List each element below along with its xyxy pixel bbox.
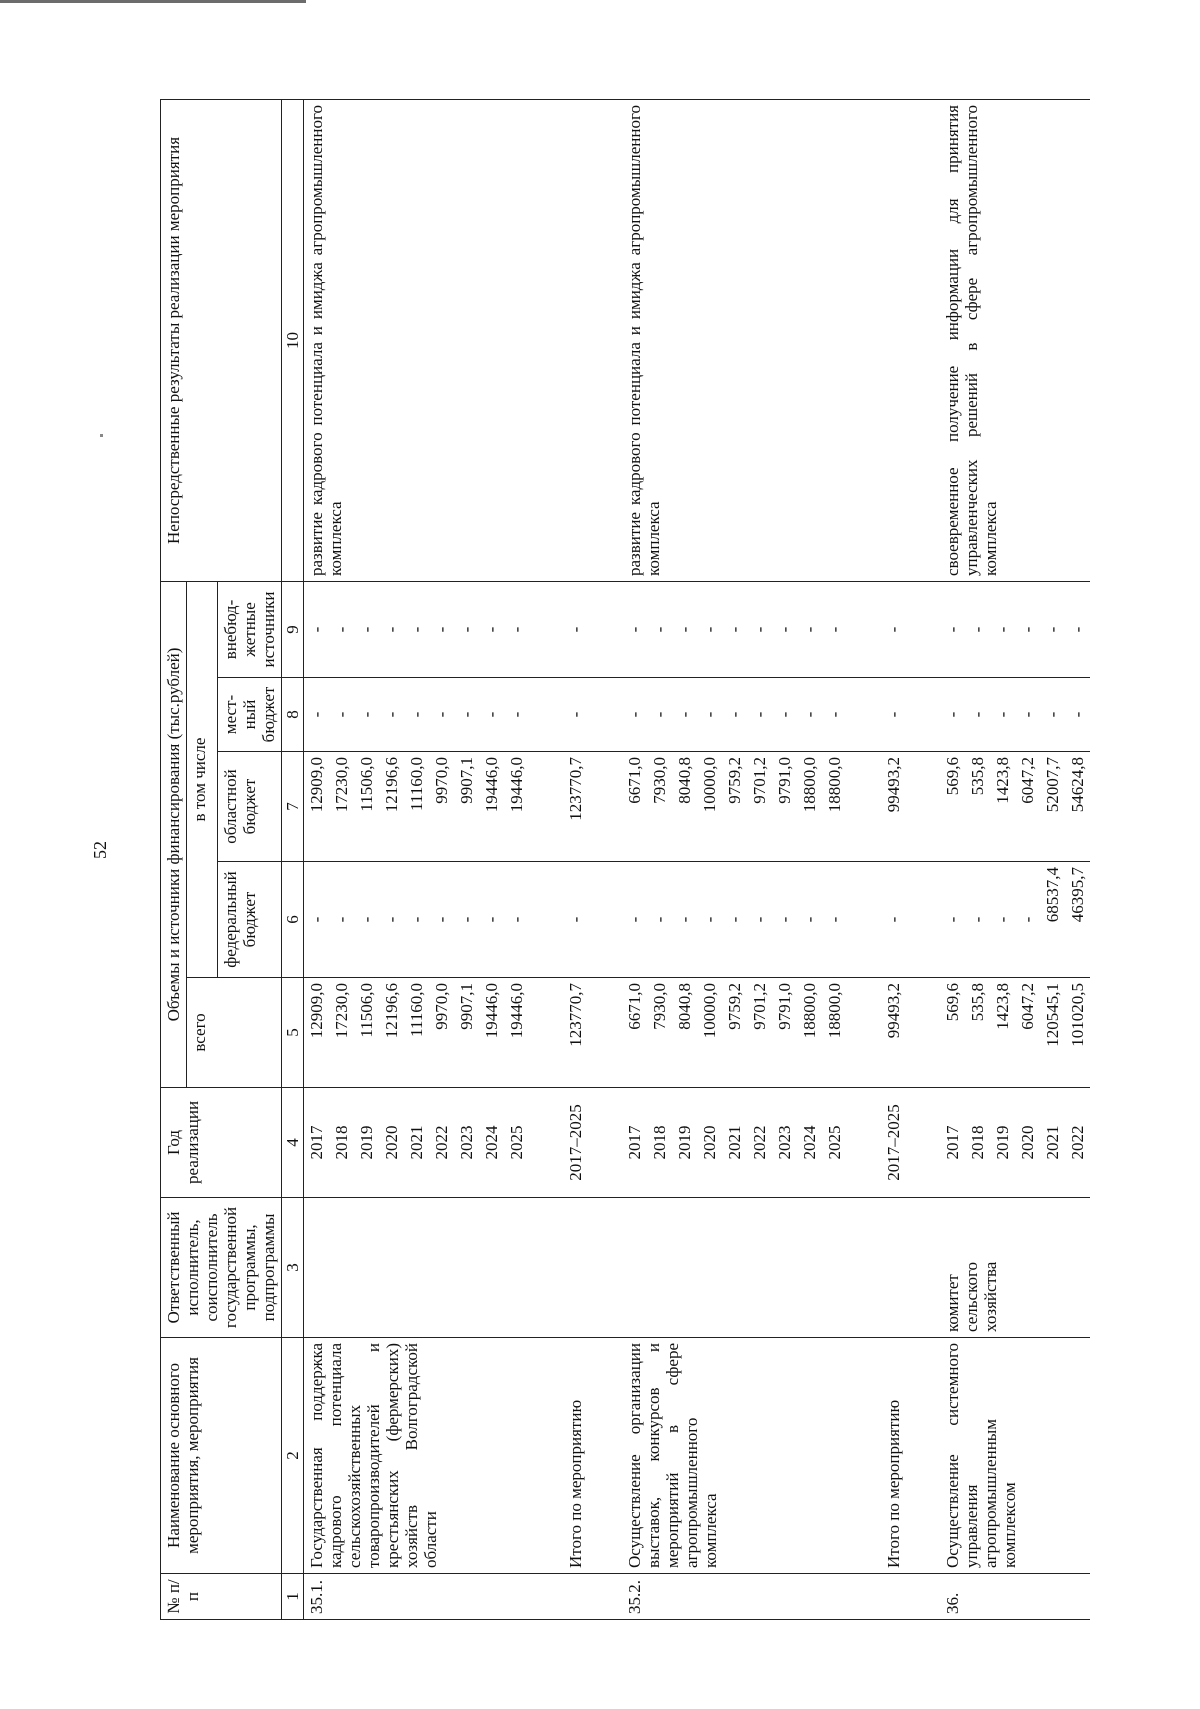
summary-regional: 123770,7: [563, 752, 588, 862]
federal-cell: -: [354, 862, 379, 978]
local-cell: -: [647, 678, 672, 752]
column-number: 2: [282, 1338, 304, 1574]
local-cell: -: [672, 678, 697, 752]
local-cell: -: [822, 678, 847, 752]
spacer-cell: [588, 1198, 622, 1338]
spacer-cell: [906, 752, 940, 862]
year-cell: 2017: [304, 1088, 330, 1198]
federal-cell: -: [304, 862, 330, 978]
regional-cell: 7930,0: [647, 752, 672, 862]
total-cell: 19446,0: [479, 978, 504, 1088]
local-cell: -: [797, 678, 822, 752]
year-cell: 2023: [454, 1088, 479, 1198]
total-cell: 11506,0: [354, 978, 379, 1088]
federal-cell: -: [697, 862, 722, 978]
total-cell: 11160,0: [404, 978, 429, 1088]
regional-cell: 8040,8: [672, 752, 697, 862]
local-cell: -: [965, 678, 990, 752]
extrabudget-cell: -: [797, 581, 822, 677]
regional-cell: 12909,0: [304, 752, 330, 862]
federal-cell: -: [822, 862, 847, 978]
year-cell: 2021: [722, 1088, 747, 1198]
financing-table: [160, 99, 1090, 1620]
local-cell: -: [1065, 678, 1090, 752]
spacer-cell: [906, 1574, 940, 1620]
year-cell: 2018: [965, 1088, 990, 1198]
local-cell: -: [940, 678, 965, 752]
spacer-cell: [847, 862, 881, 978]
extrabudget-cell: -: [1065, 581, 1090, 677]
federal-cell: -: [504, 862, 529, 978]
local-cell: -: [304, 678, 330, 752]
spacer-row: [847, 99, 881, 1619]
extrabudget-cell: -: [454, 581, 479, 677]
total-cell: 18800,0: [822, 978, 847, 1088]
year-cell: 2022: [1065, 1088, 1090, 1198]
year-cell: 2021: [404, 1088, 429, 1198]
summary-result: [563, 99, 588, 581]
total-cell: 7930,0: [647, 978, 672, 1088]
regional-cell: 18800,0: [797, 752, 822, 862]
column-number: 6: [282, 862, 304, 978]
total-cell: 9759,2: [722, 978, 747, 1088]
local-cell: -: [1040, 678, 1065, 752]
total-cell: 101020,5: [1065, 978, 1090, 1088]
spacer-cell: [906, 1338, 940, 1574]
regional-cell: 11506,0: [354, 752, 379, 862]
spacer-cell: [906, 1198, 940, 1338]
local-cell: -: [479, 678, 504, 752]
regional-cell: 11160,0: [404, 752, 429, 862]
summary-responsible: [563, 1198, 588, 1338]
table-row: [622, 99, 647, 1619]
local-cell: -: [1015, 678, 1040, 752]
activity-name: Осуществление организации выставок, конкурсов и мероприятий в сфере агропромышленного комплекса: [622, 1338, 847, 1574]
rotated-table-container: [160, 100, 1087, 1620]
regional-cell: 17230,0: [329, 752, 354, 862]
regional-cell: 6047,2: [1015, 752, 1040, 862]
regional-cell: 9907,1: [454, 752, 479, 862]
summary-years: 2017–2025: [563, 1088, 588, 1198]
summary-label: Итого по мероприятию: [881, 1338, 906, 1574]
total-cell: 9970,0: [429, 978, 454, 1088]
summary-number: [881, 1574, 906, 1620]
spacer-cell: [529, 752, 563, 862]
federal-cell: -: [965, 862, 990, 978]
year-cell: 2025: [822, 1088, 847, 1198]
federal-cell: -: [479, 862, 504, 978]
column-number: 3: [282, 1198, 304, 1338]
regional-cell: 6671,0: [622, 752, 647, 862]
total-cell: 9791,0: [772, 978, 797, 1088]
year-cell: 2017: [940, 1088, 965, 1198]
column-number: 1: [282, 1574, 304, 1620]
header-extrabudget: внебюд-жетные источники: [218, 581, 282, 677]
local-cell: -: [697, 678, 722, 752]
activity-name: Осуществление системного управления агропромышленным комплексом: [940, 1338, 1090, 1574]
extrabudget-cell: -: [354, 581, 379, 677]
header-results: Непосредственные результаты реализации мероприятия: [161, 99, 282, 581]
extrabudget-cell: -: [622, 581, 647, 677]
year-cell: 2025: [504, 1088, 529, 1198]
spacer-cell: [906, 678, 940, 752]
regional-cell: 10000,0: [697, 752, 722, 862]
summary-local: -: [881, 678, 906, 752]
total-cell: 1423,8: [990, 978, 1015, 1088]
federal-cell: -: [722, 862, 747, 978]
total-cell: 535,8: [965, 978, 990, 1088]
local-cell: -: [772, 678, 797, 752]
federal-cell: 46395,7: [1065, 862, 1090, 978]
column-number: 8: [282, 678, 304, 752]
regional-cell: 9791,0: [772, 752, 797, 862]
regional-cell: 52007,7: [1040, 752, 1065, 862]
regional-cell: 12196,6: [379, 752, 404, 862]
federal-cell: -: [329, 862, 354, 978]
summary-total: 123770,7: [563, 978, 588, 1088]
extrabudget-cell: -: [429, 581, 454, 677]
spacer-row: [588, 99, 622, 1619]
federal-cell: -: [772, 862, 797, 978]
extrabudget-cell: -: [965, 581, 990, 677]
spacer-cell: [529, 678, 563, 752]
local-cell: -: [622, 678, 647, 752]
extrabudget-cell: -: [379, 581, 404, 677]
activity-name: Государственная поддержка кадрового потенциала сельскохозяйственных товаропроизводителей и крестьянских (фермерских) хозяйств Волгоградской области: [304, 1338, 530, 1574]
total-cell: 9907,1: [454, 978, 479, 1088]
spacer-cell: [588, 1088, 622, 1198]
federal-cell: -: [1015, 862, 1040, 978]
spacer-cell: [847, 581, 881, 677]
header-federal: федеральный бюджет: [218, 862, 282, 978]
spacer-cell: [906, 978, 940, 1088]
spacer-cell: [847, 1338, 881, 1574]
column-numbers-row: [282, 99, 304, 1619]
summary-local: -: [563, 678, 588, 752]
top-rule: [0, 0, 306, 3]
spacer-cell: [588, 978, 622, 1088]
spacer-cell: [588, 1338, 622, 1574]
header-number: № п/п: [161, 1574, 282, 1620]
table-row: [940, 99, 965, 1619]
local-cell: -: [404, 678, 429, 752]
spacer-cell: [847, 978, 881, 1088]
extrabudget-cell: -: [697, 581, 722, 677]
summary-extrabudget: -: [881, 581, 906, 677]
year-cell: 2022: [747, 1088, 772, 1198]
federal-cell: -: [990, 862, 1015, 978]
spacer-cell: [847, 99, 881, 581]
spacer-cell: [847, 1088, 881, 1198]
year-cell: 2017: [622, 1088, 647, 1198]
federal-cell: -: [379, 862, 404, 978]
total-cell: 19446,0: [504, 978, 529, 1088]
summary-label: Итого по мероприятию: [563, 1338, 588, 1574]
total-cell: 6671,0: [622, 978, 647, 1088]
spacer-cell: [529, 1088, 563, 1198]
regional-cell: 54624,8: [1065, 752, 1090, 862]
summary-total: 99493,2: [881, 978, 906, 1088]
regional-cell: 19446,0: [504, 752, 529, 862]
spacer-row: [529, 99, 563, 1619]
year-cell: 2020: [379, 1088, 404, 1198]
result-cell: развитие кадрового потенциала и имиджа агропромышленного комплекса: [622, 99, 847, 581]
total-cell: 12909,0: [304, 978, 330, 1088]
header-funding: Объемы и источники финансирования (тыс.рублей): [161, 581, 187, 1087]
federal-cell: 68537,4: [1040, 862, 1065, 978]
extrabudget-cell: -: [747, 581, 772, 677]
federal-cell: -: [940, 862, 965, 978]
extrabudget-cell: -: [647, 581, 672, 677]
extrabudget-cell: -: [329, 581, 354, 677]
extrabudget-cell: -: [822, 581, 847, 677]
summary-result: [881, 99, 906, 581]
extrabudget-cell: -: [672, 581, 697, 677]
extrabudget-cell: -: [404, 581, 429, 677]
local-cell: -: [504, 678, 529, 752]
spacer-cell: [588, 752, 622, 862]
extrabudget-cell: -: [940, 581, 965, 677]
regional-cell: 9759,2: [722, 752, 747, 862]
spacer-cell: [529, 99, 563, 581]
year-cell: 2019: [990, 1088, 1015, 1198]
regional-cell: 535,8: [965, 752, 990, 862]
total-cell: 10000,0: [697, 978, 722, 1088]
column-number: 4: [282, 1088, 304, 1198]
summary-row: [563, 99, 588, 1619]
spacer-cell: [847, 1574, 881, 1620]
federal-cell: -: [647, 862, 672, 978]
summary-extrabudget: -: [563, 581, 588, 677]
spacer-cell: [529, 1198, 563, 1338]
result-cell: развитие кадрового потенциала и имиджа агропромышленного комплекса: [304, 99, 530, 581]
summary-regional: 99493,2: [881, 752, 906, 862]
column-number: 5: [282, 978, 304, 1088]
total-cell: 12196,6: [379, 978, 404, 1088]
year-cell: 2020: [1015, 1088, 1040, 1198]
regional-cell: 9701,2: [747, 752, 772, 862]
year-cell: 2019: [354, 1088, 379, 1198]
summary-years: 2017–2025: [881, 1088, 906, 1198]
spacer-cell: [529, 1338, 563, 1574]
summary-federal: -: [881, 862, 906, 978]
column-number: 9: [282, 581, 304, 677]
spacer-cell: [588, 99, 622, 581]
federal-cell: -: [622, 862, 647, 978]
federal-cell: -: [672, 862, 697, 978]
year-cell: 2023: [772, 1088, 797, 1198]
local-cell: -: [354, 678, 379, 752]
responsible-executor: комитет сельского хозяйства: [940, 1198, 1090, 1338]
activity-number: 35.2.: [622, 1574, 847, 1620]
local-cell: -: [429, 678, 454, 752]
total-cell: 17230,0: [329, 978, 354, 1088]
table-row: [304, 99, 330, 1619]
local-cell: -: [454, 678, 479, 752]
spacer-cell: [588, 678, 622, 752]
year-cell: 2024: [797, 1088, 822, 1198]
total-cell: 9701,2: [747, 978, 772, 1088]
activity-number: 35.1.: [304, 1574, 530, 1620]
header-responsible: Ответственный исполнитель, соисполнитель государственной программы, подпрограммы: [161, 1198, 282, 1338]
responsible-executor: [622, 1198, 847, 1338]
spacer-cell: [847, 678, 881, 752]
spacer-cell: [529, 581, 563, 677]
spacer-cell: [906, 581, 940, 677]
year-cell: 2018: [647, 1088, 672, 1198]
spacer-row: [906, 99, 940, 1619]
header-year: Год реализации: [161, 1088, 282, 1198]
local-cell: -: [990, 678, 1015, 752]
spacer-cell: [906, 99, 940, 581]
extrabudget-cell: -: [1015, 581, 1040, 677]
responsible-executor: [304, 1198, 530, 1338]
regional-cell: 1423,8: [990, 752, 1015, 862]
extrabudget-cell: -: [304, 581, 330, 677]
activity-number: 36.: [940, 1574, 1090, 1620]
scan-speck: [100, 434, 103, 437]
column-number: 10: [282, 99, 304, 581]
spacer-cell: [906, 862, 940, 978]
summary-number: [563, 1574, 588, 1620]
spacer-cell: [588, 581, 622, 677]
spacer-cell: [529, 862, 563, 978]
total-cell: 18800,0: [797, 978, 822, 1088]
result-cell: своевременное получение информации для принятия управленческих решений в сфере агропромышленного комплекса: [940, 99, 1090, 581]
extrabudget-cell: -: [1040, 581, 1065, 677]
total-cell: 8040,8: [672, 978, 697, 1088]
regional-cell: 18800,0: [822, 752, 847, 862]
summary-federal: -: [563, 862, 588, 978]
year-cell: 2024: [479, 1088, 504, 1198]
total-cell: 120545,1: [1040, 978, 1065, 1088]
header-including: в том числе: [187, 581, 218, 977]
header-activity-name: Наименование основного мероприятия, мероприятия: [161, 1338, 282, 1574]
year-cell: 2018: [329, 1088, 354, 1198]
extrabudget-cell: -: [479, 581, 504, 677]
extrabudget-cell: -: [504, 581, 529, 677]
extrabudget-cell: -: [722, 581, 747, 677]
spacer-cell: [529, 1574, 563, 1620]
spacer-cell: [588, 862, 622, 978]
year-cell: 2022: [429, 1088, 454, 1198]
spacer-cell: [529, 978, 563, 1088]
year-cell: 2021: [1040, 1088, 1065, 1198]
regional-cell: 569,6: [940, 752, 965, 862]
regional-cell: 9970,0: [429, 752, 454, 862]
federal-cell: -: [454, 862, 479, 978]
column-number: 7: [282, 752, 304, 862]
local-cell: -: [329, 678, 354, 752]
header-local: мест-ный бюджет: [218, 678, 282, 752]
summary-row: [881, 99, 906, 1619]
spacer-cell: [588, 1574, 622, 1620]
federal-cell: -: [429, 862, 454, 978]
summary-responsible: [881, 1198, 906, 1338]
spacer-cell: [847, 1198, 881, 1338]
year-cell: 2020: [697, 1088, 722, 1198]
federal-cell: -: [404, 862, 429, 978]
page-number: 52: [90, 841, 110, 859]
regional-cell: 19446,0: [479, 752, 504, 862]
year-cell: 2019: [672, 1088, 697, 1198]
header-total: всего: [187, 978, 282, 1088]
local-cell: -: [722, 678, 747, 752]
local-cell: -: [379, 678, 404, 752]
extrabudget-cell: -: [772, 581, 797, 677]
header-regional: областной бюджет: [218, 752, 282, 862]
extrabudget-cell: -: [990, 581, 1015, 677]
total-cell: 6047,2: [1015, 978, 1040, 1088]
spacer-cell: [847, 752, 881, 862]
total-cell: 569,6: [940, 978, 965, 1088]
federal-cell: -: [747, 862, 772, 978]
federal-cell: -: [797, 862, 822, 978]
spacer-cell: [906, 1088, 940, 1198]
local-cell: -: [747, 678, 772, 752]
